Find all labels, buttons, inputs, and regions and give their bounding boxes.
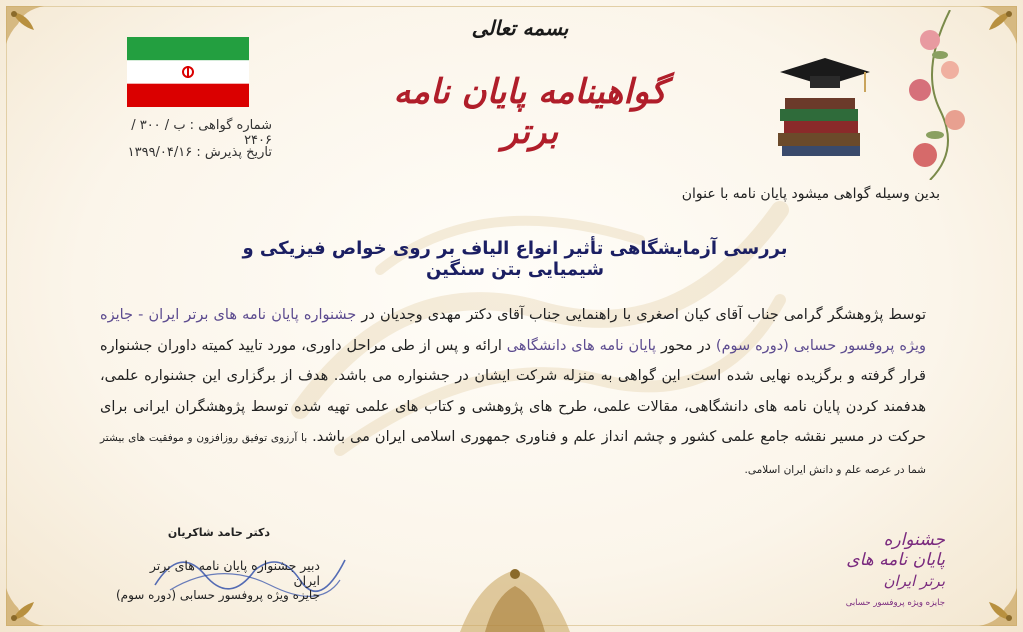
body-text-part-3: ارائه و پس از طی مراحل داوری، مورد تایید کمیته داوران جشنواره قرار گرفته و برگزیده نهایی شده است. این گواهی به منزله شرکت ایشان در جشنواره می باشد. هدف از برگزاری این جشنواره علمی، هدفمند کردن پایان نامه های دانشگاهی، مقالات علمی، طرح های پژوهشی و کتاب های علمی تهیه شده توسط پژوهشگران ایرانی برای حرکت در مسیر نقشه جامع علمی کشور و چشم انداز علم و فناوری جمهوری اسلامی ایران می باشد. — [100, 337, 927, 445]
iran-flag-icon — [127, 37, 249, 107]
corner-ornament-top-left — [4, 4, 64, 64]
signatory-name: دکتر حامد شاکریان — [167, 526, 270, 539]
certificate-title: گواهینامه پایان نامه برتر — [393, 72, 667, 152]
intro-line: بدین وسیله گواهی میشود پایان نامه با عنوان — [681, 186, 940, 202]
signatory-award: جایزه ویژه پروفسور حسابی (دوره سوم) — [115, 588, 320, 602]
body-text-part-1: توسط پژوهشگر گرامی جناب آقای کیان اصغری با راهنمایی جناب آقای دکتر مهدی وجدیان در — [356, 307, 926, 323]
certificate-body — [100, 300, 926, 485]
body-text-part-2: در محور — [656, 337, 716, 354]
category-highlight: پایان نامه های دانشگاهی — [506, 337, 657, 354]
festival-logo — [835, 530, 945, 625]
logo-line-2: پایان نامه های — [846, 550, 945, 570]
logo-line-4: جایزه ویژه پروفسور حسابی — [845, 598, 945, 608]
logo-line-1: جشنواره — [883, 530, 945, 550]
corner-ornament-bottom-right — [959, 568, 1019, 628]
flower-decoration-icon — [880, 10, 980, 180]
thesis-title: بررسی آزمایشگاهی تأثیر انواع الیاف بر روی خواص فیزیکی و شیمیایی بتن سنگین — [242, 238, 788, 280]
corner-ornament-bottom-left — [4, 568, 64, 628]
closing-wish: با آرزوی توفیق روزافزون و موفقیت های بیشتر شما در عرصه علم و دانش ایران اسلامی. — [100, 432, 926, 476]
signatory-role: دبیر جشنواره پایان نامه های برتر ایران — [149, 558, 320, 588]
acceptance-date: تاریخ پذیرش : ۱۳۹۹/۰۴/۱۶ — [127, 145, 272, 160]
festival-name-highlight: جشنواره پایان نامه های برتر ایران - جایزه ویژه پروفسور حسابی (دوره سوم) — [100, 307, 927, 354]
books-graduation-cap-icon — [770, 50, 880, 160]
bismillah-heading: بسمه تعالی — [471, 16, 569, 40]
bottom-ornament — [420, 560, 610, 632]
logo-line-3: برتر ایران — [883, 572, 945, 590]
certificate-number: شماره گواهی : ب / ۳۰۰ / ۲۴۰۶ — [131, 118, 272, 148]
